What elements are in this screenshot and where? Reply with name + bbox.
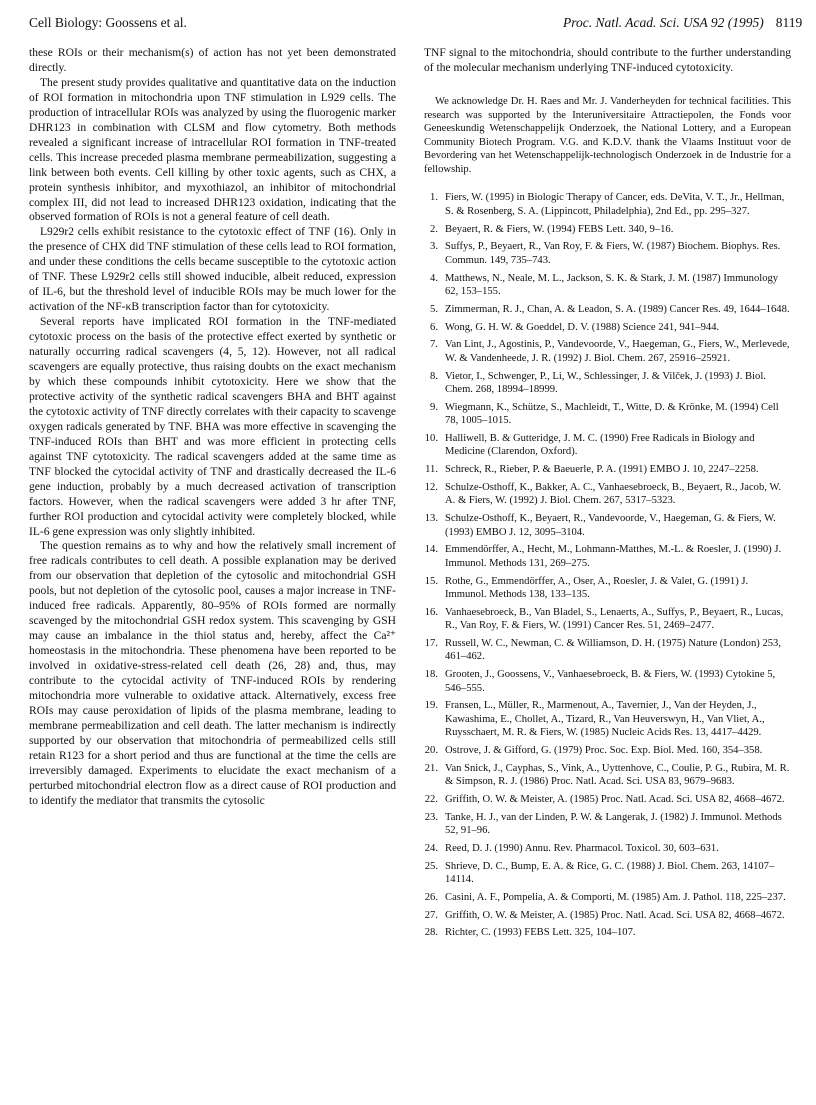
reference-item <box>424 303 791 316</box>
reference-item <box>424 240 791 267</box>
reference-item <box>424 811 791 838</box>
reference-item <box>424 606 791 633</box>
reference-item <box>424 338 791 365</box>
reference-item <box>424 860 791 887</box>
running-header-section: Cell Biology: Goossens et al. <box>29 15 187 30</box>
reference-number: 18. <box>424 669 438 681</box>
reference-item <box>424 481 791 508</box>
left-column <box>29 46 396 809</box>
paragraph-present-study: The present study provides qualitative and quantitative data on the induction of ROI formation in mitochondria upon TNF stimulation in L929 cells. The production of intracellular ROIs was analyzed by using the fluorogenic marker DHR123 in combination with CLSM and flow cytometry. Both methods revealed a significant increase of intracellular ROI formation in TNF-treated cells. This increase preceded plasma membrane permeabilization, suggesting a link between both events. Cell killing by other toxic agents, such as CHX, a protein synthesis inhibitor, and myxothiazol, an inhibitor of mitochondrial complex III, did not lead to increased DHR123 oxidation, indicating that the observed formation of ROIs is not a general feature of cell death. <box>29 76 396 224</box>
reference-number: 6. <box>430 321 438 333</box>
reference-number: 10. <box>424 432 438 444</box>
reference-number: 27. <box>424 909 438 921</box>
reference-number: 8. <box>430 370 438 382</box>
reference-number: 3. <box>430 241 438 253</box>
reference-text: Casini, A. F., Pompelia, A. & Comporti, M. (1985) Am. J. Pathol. 118, 225–237. <box>445 891 786 903</box>
reference-item <box>424 699 791 739</box>
reference-text: Vietor, I., Schwenger, P., Li, W., Schlessinger, J. & Vilček, J. (1993) J. Biol. Chem. 268, 18994–18999. <box>445 370 766 395</box>
reference-number: 1. <box>430 192 438 204</box>
reference-item <box>424 321 791 334</box>
reference-number: 28. <box>424 927 438 939</box>
reference-text: Ostrove, J. & Gifford, G. (1979) Proc. Soc. Exp. Biol. Med. 160, 354–358. <box>445 744 763 756</box>
reference-number: 20. <box>424 744 438 756</box>
reference-item <box>424 223 791 236</box>
reference-text: Fiers, W. (1995) in Biologic Therapy of Cancer, eds. DeVita, V. T., Jr., Hellman, S. & Rosenberg, S. A. (Lippincott, Philadelphia), 2nd Ed., pp. 295–327. <box>445 192 785 217</box>
reference-text: Schreck, R., Rieber, P. & Baeuerle, P. A. (1991) EMBO J. 10, 2247–2258. <box>445 464 759 476</box>
reference-number: 22. <box>424 793 438 805</box>
reference-number: 7. <box>430 339 438 351</box>
reference-number: 15. <box>424 575 438 587</box>
reference-number: 5. <box>430 303 438 315</box>
reference-text: Griffith, O. W. & Meister, A. (1985) Proc. Natl. Acad. Sci. USA 82, 4668–4672. <box>445 793 785 805</box>
reference-number: 9. <box>430 401 438 413</box>
reference-number: 11. <box>425 464 438 476</box>
acknowledgment: We acknowledge Dr. H. Raes and Mr. J. Vanderheyden for technical facilities. This research was supported by the Interuniversitaire Attractiepolen, the Fonds voor Geneeskundig Wetenschappelijk Onderzoek, the National Lottery, and a European Community Biotech Program. V.G. and K.D.V. thank the Vlaams Instituut voor de Bevordering van het Wetenschappelijk-technologisch Onderzoek in de Industrie for a fellowship. <box>424 95 791 175</box>
journal-citation: Proc. Natl. Acad. Sci. USA 92 (1995) <box>563 15 764 30</box>
reference-number: 21. <box>424 762 438 774</box>
reference-number: 4. <box>430 272 438 284</box>
reference-number: 23. <box>424 811 438 823</box>
reference-text: Wiegmann, K., Schütze, S., Machleidt, T., Witte, D. & Krönke, M. (1994) Cell 78, 1005–1015. <box>445 401 779 427</box>
page-number: 8119 <box>775 15 803 30</box>
reference-item <box>424 842 791 855</box>
reference-text: Griffith, O. W. & Meister, A. (1985) Proc. Natl. Acad. Sci. USA 82, 4668–4672. <box>445 909 785 921</box>
reference-number: 24. <box>424 842 438 854</box>
reference-text: Vanhaesebroeck, B., Van Bladel, S., Lenaerts, A., Suffys, P., Beyaert, R., Lucas, R., Van Roy, F. & Fiers, W. (1991) Cancer Res. 51, 2469–2477. <box>445 606 784 632</box>
reference-number: 14. <box>424 544 438 556</box>
reference-text: Suffys, P., Beyaert, R., Van Roy, F. & Fiers, W. (1987) Biochem. Biophys. Res. Commun. 149, 735–743. <box>445 241 781 266</box>
reference-number: 17. <box>424 637 438 649</box>
reference-item <box>424 575 791 602</box>
running-header-journal <box>563 15 802 31</box>
reference-item <box>424 891 791 904</box>
reference-text: Halliwell, B. & Gutteridge, J. M. C. (1990) Free Radicals in Biology and Medicine (Clarendon, Oxford). <box>445 432 755 458</box>
reference-number: 19. <box>424 700 438 712</box>
reference-item <box>424 512 791 539</box>
right-column <box>424 46 791 944</box>
reference-text: Reed, D. J. (1990) Annu. Rev. Pharmacol. Toxicol. 30, 603–631. <box>445 842 719 854</box>
reference-text: Shrieve, D. C., Bump, E. A. & Rice, G. C. (1988) J. Biol. Chem. 263, 14107–14114. <box>445 860 775 886</box>
reference-item <box>424 909 791 922</box>
reference-text: Van Lint, J., Agostinis, P., Vandevoorde, V., Haegeman, G., Fiers, W., Merlevede, W. & Vandenheede, J. R. (1992) J. Biol. Chem. 267, 25916–25921. <box>445 339 790 364</box>
reference-text: Russell, W. C., Newman, C. & Williamson, D. H. (1975) Nature (London) 253, 461–462. <box>445 637 781 663</box>
reference-text: Wong, G. H. W. & Goeddel, D. V. (1988) Science 241, 941–944. <box>445 321 720 333</box>
reference-item <box>424 793 791 806</box>
reference-item <box>424 370 791 397</box>
reference-item <box>424 272 791 299</box>
reference-number: 16. <box>424 606 438 618</box>
reference-item <box>424 401 791 428</box>
reference-item <box>424 744 791 757</box>
paragraph-continued: these ROIs or their mechanism(s) of action has not yet been demonstrated directly. <box>29 47 396 74</box>
reference-text: Schulze-Osthoff, K., Bakker, A. C., Vanhaesebroeck, B., Beyaert, R., Jacob, W. A. & Fiers, W. (1992) J. Biol. Chem. 267, 5317–5323. <box>445 481 782 507</box>
reference-item <box>424 762 791 789</box>
paragraph-conclusion: TNF signal to the mitochondria, should contribute to the further understanding of the molecular mechanism underlying TNF-induced cytotoxicity. <box>424 47 791 74</box>
reference-number: 12. <box>424 481 438 493</box>
reference-text: Richter, C. (1993) FEBS Lett. 325, 104–107. <box>445 927 636 939</box>
reference-text: Matthews, N., Neale, M. L., Jackson, S. K. & Stark, J. M. (1987) Immunology 62, 153–155. <box>445 272 779 298</box>
reference-number: 2. <box>430 223 438 235</box>
reference-text: Rothe, G., Emmendörffer, A., Oser, A., Roesler, J. & Valet, G. (1991) J. Immunol. Methods 138, 133–135. <box>445 575 749 600</box>
references-list <box>424 191 791 939</box>
reference-text: Fransen, L., Müller, R., Marmenout, A., Tavernier, J., Van der Heyden, J., Kawashima, E., Chollet, A., Tizard, R., Van Heuverswyn, H., Van Vliet, A., Ruysschaert, M. R. & Fiers, W. (1985) Nucleic Acids Res. 13, 4417–4429. <box>445 700 765 739</box>
reference-text: Beyaert, R. & Fiers, W. (1994) FEBS Lett. 340, 9–16. <box>445 223 674 235</box>
reference-text: Zimmerman, R. J., Chan, A. & Leadon, S. A. (1989) Cancer Res. 49, 1644–1648. <box>445 303 790 315</box>
reference-number: 13. <box>424 513 438 525</box>
reference-text: Van Snick, J., Cayphas, S., Vink, A., Uyttenhove, C., Coulie, P. G., Rubira, M. R. & Simpson, R. J. (1986) Proc. Natl. Acad. Sci. USA 83, 9679–9683. <box>445 762 790 788</box>
reference-text: Grooten, J., Goossens, V., Vanhaesebroeck, B. & Fiers, W. (1993) Cytokine 5, 546–555. <box>445 669 776 694</box>
reference-text: Tanke, H. J., van der Linden, P. W. & Langerak, J. (1982) J. Immunol. Methods 52, 91–96. <box>445 811 782 837</box>
reference-text: Schulze-Osthoff, K., Beyaert, R., Vandevoorde, V., Haegeman, G. & Fiers, W. (1993) EMBO J. 12, 3095–3104. <box>445 513 776 538</box>
paragraph-l929r2: L929r2 cells exhibit resistance to the cytotoxic effect of TNF (16). Only in the presence of CHX did TNF stimulation of these cells lead to ROI formation, and under these conditions the cells became susceptible to the cytotoxic action of TNF. These L929r2 cells still showed inducible, albeit reduced, expression of IL-6, but the threshold level of inducible ROIs may be much lower for the activation of the NF-κB transcription factor than for cytotoxicity. <box>29 226 396 314</box>
paragraph-question: The question remains as to why and how the relatively small increment of free radicals contributes to cell death. A possible explanation may be derived from our observation that depletion of the cytosolic and mitochondrial GSH pools, but not depletion of the cytosolic pool, causes a major increase in TNF-induced free radicals. Apparently, 80–95% of ROIs formed are normally scavenged by the mitochondrial GSH redox system. This scavenging by GSH may cause an imbalance in the thiol status and, hereby, affect the Ca²⁺ homeostasis in the mitochondria. These phenomena have been reported to be involved in oxidative-stress-related cell death (26, 28) and, thus, may contribute to the cytocidal activity of TNF-induced ROIs by rendering mitochondria more vulnerable to oxidative attack. Alternatively, excess free ROIs may cause peroxidation of lipids of the plasma membrane, leading to membrane permeabilization and cell death. The latter mechanism is indirectly supported by our observation that mitochondria of permeabilized cells still retain R123 for a short period and thus are functional at the time the cells are irreversibly damaged. Experiments to elucidate the exact mechanism of a perturbed mitochondrial electron flow as a direct cause of ROI production and to identify the mediator that transmits the cytosolic <box>29 540 396 807</box>
reference-item <box>424 668 791 695</box>
reference-item <box>424 637 791 664</box>
reference-number: 26. <box>424 891 438 903</box>
reference-text: Emmendörffer, A., Hecht, M., Lohmann-Matthes, M.-L. & Roesler, J. (1990) J. Immunol. Methods 131, 269–275. <box>445 544 782 569</box>
paragraph-scavengers: Several reports have implicated ROI formation in the TNF-mediated cytotoxic process on the basis of the protective effect exerted by synthetic or naturally occurring radical scavengers (4, 5, 12). However, not all radical scavengers are equally protective, thus raising doubts on the exact mechanism by which these compounds inhibit cytotoxicity. Here we show that the protective activity of the synthetic radical scavengers BHA and BHT against the cytotoxic activity of TNF directly correlates with their capacity to scavenge oxygen radicals generated by TNF. BHA was more effective in scavenging the TNF-induced ROIs than BHT and was more efficient in protecting cells against TNF cytotoxicity. The radical scavengers added at the same time as TNF blocked the cytocidal activity of TNF and drastically decreased the IL-6 gene induction, probably by a much decreased activation of transcription factors. However, when the radical scavengers were added 3 hr after TNF, further ROI production and cytocidal activity were completely blocked, while IL-6 gene expression was only slightly inhibited. <box>29 316 396 538</box>
reference-number: 25. <box>424 860 438 872</box>
reference-item <box>424 543 791 570</box>
reference-item <box>424 191 791 218</box>
reference-item <box>424 926 791 939</box>
reference-item <box>424 463 791 476</box>
reference-item <box>424 432 791 459</box>
